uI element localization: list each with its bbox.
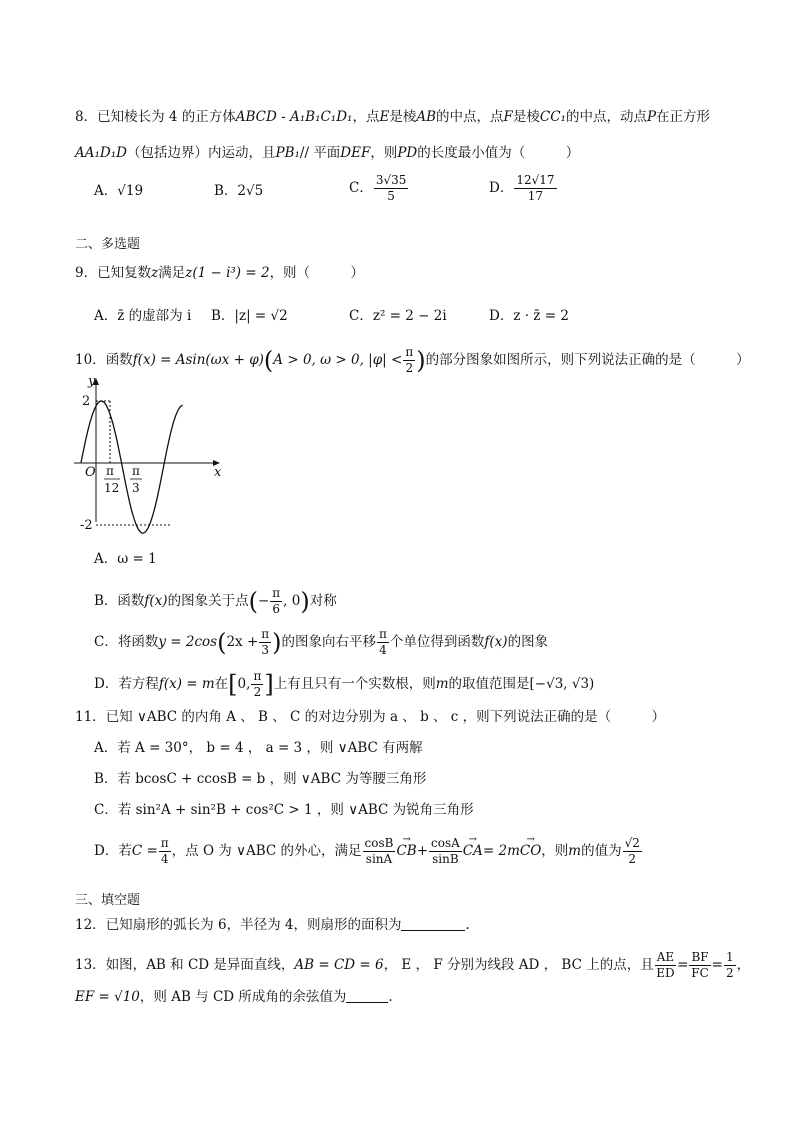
q13-line1: 13．如图，AB 和 CD 是异面直线，AB = CD = 6， E ， F 分别为线段 AD ， BC 上的点，且 $\frac{AE}{ED}$ = $\frac{BF}{FC}$ = $\frac{1}{2}$ ， (75, 950, 751, 980)
y-axis-label: y (88, 374, 96, 389)
q10-option-b: B．函数f(x)的图象关于点(− $\frac{\pi}{6}$ , 0)对称 (94, 586, 337, 616)
q12-answer-blank[interactable] (401, 930, 465, 931)
tick-pi12-num: π (106, 464, 114, 478)
section-multi-choice: 二、多选题 (75, 237, 141, 252)
q9-option-c: C．z² = 2 − 2i (349, 308, 447, 324)
q8-option-b: B．2√5 (214, 183, 264, 199)
section-fill-blank: 三、填空题 (75, 893, 141, 908)
q12-stem: 12．已知扇形的弧长为 6，半径为 4，则扇形的面积为 . (75, 917, 470, 933)
q10-option-d: D．若方程f(x) = m在[0, $\frac{\pi}{2}$ ]上有且只有一个实数根，则m的取值范围是[−√3, √3) (94, 669, 595, 699)
q9-option-b: B．|z| = √2 (211, 308, 288, 324)
x-axis-label: x (214, 465, 222, 480)
q10-option-c: C．将函数y = 2cos(2x + $\frac{\pi}{3}$ )的图象向右平移 $\frac{\pi}{4}$ 个单位得到函数f(x)的图象 (94, 627, 549, 657)
q11-option-b: B．若 bcosC + ccosB = b ，则 ∨ABC 为等腰三角形 (94, 771, 427, 787)
sine-graph (70, 372, 230, 537)
q8-option-d: D． $\frac{12√17}{17}$ (489, 173, 555, 203)
q13-line2: EF = √10，则 AB 与 CD 所成角的余弦值为 . (75, 989, 393, 1005)
y-max-label: 2 (82, 394, 91, 409)
tick-pi12-den: 12 (104, 481, 120, 495)
q11-option-c: C．若 sin²A + sin²B + cos²C > 1 ，则 ∨ABC 为锐角三角形 (94, 802, 474, 818)
q8-option-a: A．√19 (94, 183, 144, 199)
origin-label: O (85, 465, 96, 480)
q8-option-c: C． $\frac{3√35}{5}$ (349, 173, 407, 203)
q9-option-a: A．z̄ 的虚部为 i (94, 308, 192, 324)
q10-stem: 10．函数f(x) = Asin(ωx + φ)(A > 0, ω > 0, |φ| < $\frac{\pi}{2}$ )的部分图象如图所示，则下列说法正确的是（ ） (75, 345, 750, 375)
q9-option-d: D．z · z̄ = 2 (489, 308, 569, 324)
q8-line1: 8．已知棱长为 4 的正方体ABCD - A₁B₁C₁D₁，点E是棱AB的中点，点F是棱CC₁的中点，动点P在正方形 (75, 109, 711, 125)
tick-pi3-den: 3 (132, 481, 140, 495)
q9-stem: 9．已知复数z满足z(1 − i³) = 2，则（ ） (75, 265, 365, 281)
q10-option-a: A．ω = 1 (94, 551, 157, 567)
q11-stem: 11．已知 ∨ABC 的内角 A 、 B 、 C 的对边分别为 a 、 b 、 c ，则下列说法正确的是（ ） (75, 709, 666, 725)
q8-line2: AA₁D₁D（包括边界）内运动，且PB₁// 平面DEF，则PD的长度最小值为（ ） (75, 145, 580, 161)
y-min-label: -2 (80, 518, 93, 533)
q11-option-a: A．若 A = 30°， b = 4 ， a = 3 ，则 ∨ABC 有两解 (94, 740, 423, 756)
tick-pi3-num: π (132, 464, 140, 478)
q11-option-d: D．若C = $\frac{\pi}{4}$ ，点 O 为 ∨ABC 的外心，满足 $\frac{\cos B}{\sin A}$ → CB+ $\frac{\cos A}{\sin B}$ → CA= 2m→ CO，则m的值为 $\frac{√2}{2}$ (94, 836, 643, 867)
q13-answer-blank[interactable] (346, 1002, 388, 1003)
